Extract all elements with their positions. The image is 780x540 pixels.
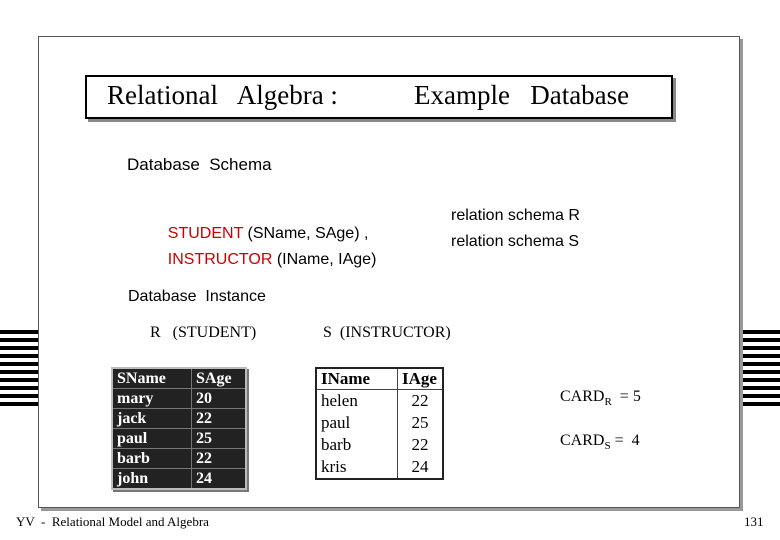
card-subscript: S <box>604 440 611 453</box>
table-row <box>316 390 443 413</box>
right-stripes-decoration <box>740 330 780 410</box>
table-cell: john <box>112 469 192 490</box>
column-header: IAge <box>398 368 444 390</box>
table-row <box>112 429 246 449</box>
schema-relation-name: STUDENT <box>167 225 244 242</box>
schema-row-instructor <box>150 233 376 287</box>
table-cell: 20 <box>192 389 247 409</box>
card-prefix: CARD <box>560 432 605 449</box>
table-cell: 25 <box>192 429 247 449</box>
table-row <box>112 469 246 490</box>
cardinality-s <box>560 432 640 452</box>
relation-s-label: S (INSTRUCTOR) <box>323 324 451 341</box>
column-header: SName <box>112 368 192 389</box>
table-row <box>316 456 443 479</box>
schema-attributes: (SName, SAge) , <box>243 225 369 242</box>
student-table <box>111 367 247 490</box>
table-cell: 22 <box>192 409 247 429</box>
table-row <box>112 389 246 409</box>
table-header-row <box>112 368 246 389</box>
table-cell: kris <box>316 456 398 479</box>
table-row <box>316 412 443 434</box>
card-subscript: R <box>604 396 612 409</box>
schema-attributes: (IName, IAge) <box>272 251 377 268</box>
table-cell: 25 <box>411 413 429 432</box>
schema-note-s: relation schema S <box>451 233 580 250</box>
instructor-table <box>315 367 444 480</box>
column-header: IName <box>316 368 398 390</box>
table-cell: 22 <box>411 391 429 410</box>
title-left: Relational Algebra : <box>107 80 338 110</box>
table-cell: paul <box>316 412 398 434</box>
table-cell: barb <box>112 449 192 469</box>
table-header-row <box>316 368 443 390</box>
cardinality-r <box>560 388 641 408</box>
table-row <box>112 449 246 469</box>
slide-panel <box>38 36 740 508</box>
table-row <box>316 434 443 456</box>
table-cell: paul <box>112 429 192 449</box>
schema-note-r: relation schema R <box>451 207 580 224</box>
schema-relation-name: INSTRUCTOR <box>167 251 273 268</box>
relation-r-label: R (STUDENT) <box>150 324 257 341</box>
slide-title <box>85 75 673 119</box>
table-cell: 24 <box>192 469 247 490</box>
column-header: SAge <box>192 368 247 389</box>
table-row <box>112 409 246 429</box>
table-cell: barb <box>316 434 398 456</box>
table-cell: helen <box>316 390 398 413</box>
page-number: 131 <box>744 514 764 529</box>
card-value: = 5 <box>611 388 641 405</box>
title-right: Example Database <box>414 80 630 110</box>
card-prefix: CARD <box>560 388 605 405</box>
footer-caption: YV - Relational Model and Algebra <box>16 514 209 529</box>
schema-heading: Database Schema <box>127 155 272 174</box>
left-stripes-decoration <box>0 330 40 410</box>
table-cell: 22 <box>411 435 429 454</box>
card-value: = 4 <box>610 432 640 449</box>
table-cell: mary <box>112 389 192 409</box>
table-cell: 22 <box>192 449 247 469</box>
table-cell: jack <box>112 409 192 429</box>
table-cell: 24 <box>411 457 429 476</box>
instance-heading: Database Instance <box>128 288 266 305</box>
